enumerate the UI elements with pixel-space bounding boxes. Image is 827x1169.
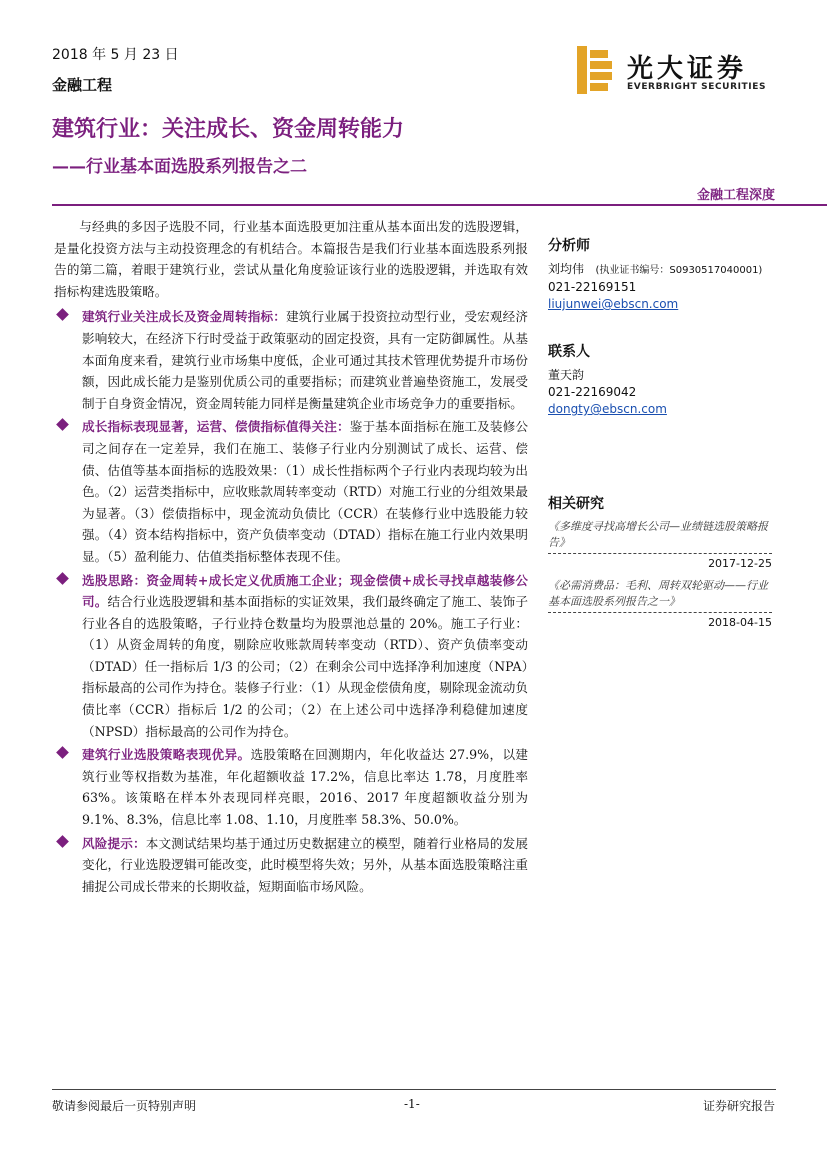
department-label: 金融工程: [52, 76, 113, 94]
footer-disclaimer: 敬请参阅最后一页特别声明: [52, 1099, 197, 1113]
diamond-bullet-icon: [56, 309, 69, 322]
diamond-bullet-icon: [56, 835, 69, 848]
analyst-email-link[interactable]: liujunwei@ebscn.com: [548, 297, 679, 311]
bullet-item: [54, 416, 528, 567]
analyst-name: 刘均伟: [548, 262, 585, 276]
analyst-section: [548, 238, 778, 313]
related-report-title[interactable]: 《多维度寻找高增长公司—业绩链选股策略报告》: [548, 520, 768, 549]
analyst-line: [548, 261, 778, 279]
analyst-phone: 021-22169151: [548, 280, 637, 294]
bullet-text: 鉴于基本面指标在施工及装修公司之间存在一定差异，我们在施工、装修子行业内分别测试了成长、运营、偿债、估值等基本面指标的选股效果：（1）成长性指标两个子行业内表现均较为出色。（2）运营类指标中，应收账款周转率变动（RTD）对施工行业的分组效果最为显著。（3）偿债指标中，现金流动负债比（CCR）在装修行业中选股能力较强。（4）资本结构指标中，资产负债率变动（DTAD）指标在施工行业内效果明显。（5）盈利能力、估值类指标整体表现不佳。: [82, 419, 529, 564]
bullet-item: [54, 570, 528, 743]
analyst-license: (执业证书编号：S0930517040001): [595, 265, 763, 276]
bullet-item: [54, 306, 528, 414]
bullet-text: 本文测试结果均基于通过历史数据建立的模型，随着行业格局的发展变化，行业选股逻辑可能改变，此时模型将失效；另外，从基本面选股策略注重捕捉公司成长带来的长期收益，短期面临市场风险。: [82, 835, 529, 894]
bullet-text: 结合行业选股逻辑和基本面指标的实证效果，我们最终确定了施工、装饰子行业各自的选股策略，子行业持仓数量均为股票池总量的 20%。施工子行业：（1）从资金周转的角度，剔除应收账款周转率变动（RTD）、资产负债率变动（DTAD）任一指标后 1/3 的公司；（2）在剩余公司中选择净利加速度（NPA）指标最高的公司作为持仓。装修子行业：（1）从现金偿债角度，剔除现金流动负债比率（CCR）指标后 1/2 的公司；（2）在上述公司中选择净利稳健加速度（NPSD）指标最高的公司作为持仓。: [82, 594, 529, 739]
bullet-text: 选股策略在回测期内，年化收益达 27.9%，以建筑行业等权指数为基准，年化超额收益 17.2%，信息比率达 1.78，月度胜率 63%。该策略在样本外表现同样亮眼，2016、2017 年度超额收益分别为 9.1%、8.3%，信息比率 1.08、1.10，月度胜率 58.3%、50.0%。: [82, 747, 529, 828]
related-report-title[interactable]: 《必需消费品：毛利、周转双轮驱动——行业基本面选股系列报告之一》: [548, 579, 768, 608]
report-summary: [54, 216, 528, 899]
related-report-date: 2018-04-15: [548, 612, 772, 631]
report-date: 2018 年 5 月 23 日: [52, 47, 179, 63]
bullet-heading: 建筑行业关注成长及资金周转指标：: [82, 309, 286, 325]
header-divider: [52, 204, 827, 206]
footer-doc-type: 证券研究报告: [702, 1099, 775, 1113]
contact-email-link[interactable]: dongty@ebscn.com: [548, 402, 667, 416]
company-logo: [577, 46, 777, 98]
bullet-text: 建筑行业属于投资拉动型行业，受宏观经济影响较大，在经济下行时受益于政策驱动的固定投资，具有一定防御属性。从基本面角度来看，建筑行业市场集中度低，企业可通过其技术管理优势提升市场份额，因此成长能力是鉴别优质公司的重要指标；而建筑业普遍垫资施工，发展受制于自身资金情况，资金周转能力同样是衡量建筑企业市场竞争力的重要指标。: [82, 309, 529, 411]
contact-phone: 021-22169042: [548, 385, 637, 399]
logo-chinese-name: 光大证券: [627, 54, 748, 84]
diamond-bullet-icon: [56, 746, 69, 759]
bullet-heading: 选股思路：资金周转+成长定义优质施工企业；现金偿债+成长寻找卓越装修公司。: [82, 572, 528, 610]
related-research-heading: 相关研究: [548, 496, 604, 512]
related-report-date: 2017-12-25: [548, 553, 772, 572]
report-category-tag: 金融工程深度: [696, 188, 775, 203]
contact-heading: 联系人: [548, 344, 590, 360]
bullet-heading: 成长指标表现显著，运营、偿债指标值得关注：: [82, 419, 350, 435]
bullet-item: [54, 833, 528, 898]
footer-divider: [52, 1089, 776, 1090]
bullet-heading: 建筑行业选股策略表现优异。: [82, 747, 251, 763]
analyst-heading: 分析师: [548, 238, 590, 254]
intro-paragraph: 与经典的多因子选股不同，行业基本面选股更加注重从基本面出发的选股逻辑，是量化投资方法与主动投资理念的有机结合。本篇报告是我们行业基本面选股系列报告的第二篇，着眼于建筑行业，尝试从量化角度验证该行业的选股逻辑，并选取有效指标构建选股策略。: [54, 219, 528, 299]
contact-section: [548, 344, 778, 418]
diamond-bullet-icon: [56, 418, 69, 431]
everbright-logo-icon: [577, 46, 613, 94]
logo-english-name: EVERBRIGHT SECURITIES: [627, 82, 767, 92]
bullet-heading: 风险提示：: [82, 835, 146, 851]
diamond-bullet-icon: [56, 572, 69, 585]
report-subtitle: ——行业基本面选股系列报告之二: [52, 157, 307, 177]
report-title: 建筑行业：关注成长、资金周转能力: [52, 117, 405, 142]
related-research-section: [548, 496, 778, 637]
contact-name: 董天韵: [548, 368, 585, 382]
bullet-item: [54, 744, 528, 830]
page-number: -1-: [404, 1097, 420, 1111]
